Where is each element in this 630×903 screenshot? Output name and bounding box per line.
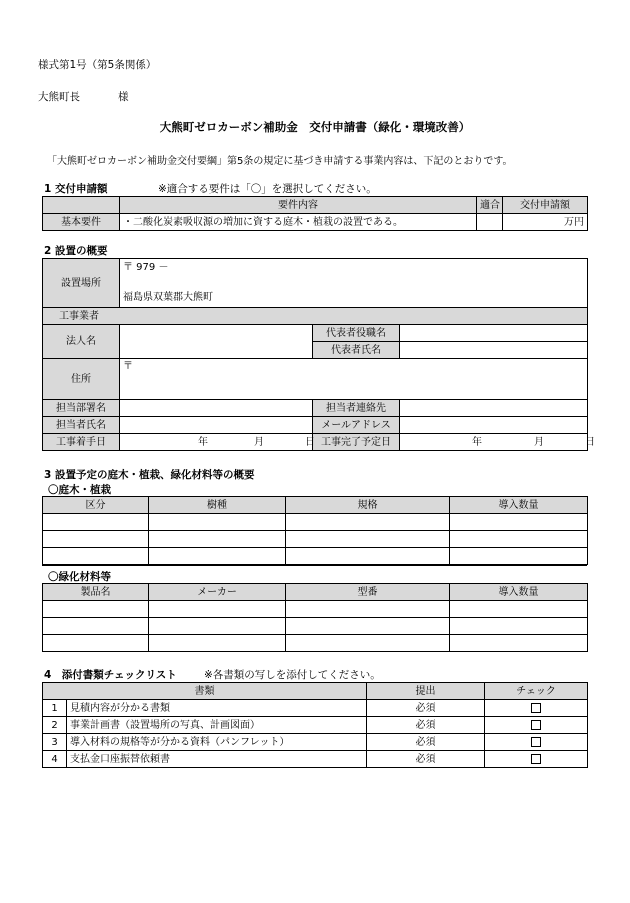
section3-heading: 3 設置予定の庭木・植栽、緑化材料等の概要 [44, 469, 255, 481]
year-label: 年 [472, 436, 482, 448]
rep-title-input[interactable] [400, 325, 588, 342]
email-input[interactable] [400, 417, 588, 434]
col-model: 型番 [286, 584, 450, 601]
dept-label: 担当部署名 [43, 400, 120, 417]
rep-name-input[interactable] [400, 342, 588, 359]
contact-label: 担当者連絡先 [313, 400, 400, 417]
start-date-label: 工事着手日 [43, 434, 120, 451]
table-cell[interactable] [43, 635, 149, 652]
day-label: 日 [585, 436, 595, 448]
table-cell[interactable] [450, 514, 588, 531]
location-address: 福島県双葉郡大熊町 [123, 292, 213, 303]
addressee: 大熊町長 [38, 91, 80, 103]
rep-title-label: 代表者役職名 [313, 325, 400, 342]
address-input[interactable] [120, 359, 588, 400]
end-date-input[interactable] [400, 434, 595, 451]
honorific: 様 [118, 91, 129, 103]
start-date-input[interactable] [120, 434, 313, 451]
section1-heading: 1 交付申請額 [44, 183, 108, 195]
table-cell[interactable] [450, 601, 588, 618]
row-document: 支払金口座振替依頼書 [67, 751, 367, 768]
col-check: チェック [485, 683, 588, 700]
col-fit: 適合 [477, 197, 503, 214]
table-cell[interactable] [149, 601, 286, 618]
postal-mark: 〒 [123, 361, 133, 372]
month-label: 月 [534, 436, 544, 448]
materials-table [42, 583, 588, 652]
email-label: メールアドレス [313, 417, 400, 434]
table-cell[interactable] [286, 531, 450, 548]
intro-text: 「大熊町ゼロカーボン補助金交付要綱」第5条の規定に基づき申請する事業内容は、下記のとおりです。 [47, 156, 513, 167]
col-maker: メーカー [149, 584, 286, 601]
contact-input[interactable] [400, 400, 588, 417]
col-docs: 書類 [43, 683, 367, 700]
checklist-row [43, 751, 588, 768]
checkbox[interactable] [531, 720, 541, 730]
table-cell[interactable] [43, 514, 149, 531]
checklist-table [42, 682, 588, 768]
requirement-table [42, 196, 588, 231]
rep-name-label: 代表者氏名 [313, 342, 400, 359]
table-cell[interactable] [149, 548, 286, 565]
table-cell[interactable] [43, 548, 149, 565]
end-date-label: 工事完了予定日 [313, 434, 400, 451]
table-cell[interactable] [286, 548, 450, 565]
row-document: 導入材料の規格等が分かる資料（パンフレット） [67, 734, 367, 751]
table-cell[interactable] [149, 635, 286, 652]
table-cell[interactable] [286, 601, 450, 618]
amount-cell[interactable] [503, 214, 588, 231]
checklist-row [43, 734, 588, 751]
table-cell[interactable] [450, 635, 588, 652]
row-document: 見積内容が分かる書類 [67, 700, 367, 717]
row-number: 3 [43, 734, 67, 751]
section4-heading: 4 添付書類チェックリスト [44, 669, 177, 681]
section2-heading: 2 設置の概要 [44, 245, 108, 257]
dept-input[interactable] [120, 400, 313, 417]
section1-note: ※適合する要件は「〇」を選択してください。 [158, 183, 377, 195]
trees-table [42, 496, 588, 565]
corp-label: 法人名 [43, 325, 120, 359]
location-cell[interactable] [120, 259, 588, 308]
address-label: 住所 [43, 359, 120, 400]
person-label: 担当者氏名 [43, 417, 120, 434]
section4-note: ※各書類の写しを添付してください。 [204, 669, 381, 681]
checkbox[interactable] [531, 754, 541, 764]
table-cell[interactable] [450, 548, 588, 565]
checklist-row [43, 717, 588, 734]
table-cell[interactable] [286, 635, 450, 652]
overview-table [42, 258, 595, 451]
row-required: 必須 [367, 717, 485, 734]
table-cell[interactable] [149, 531, 286, 548]
table-cell[interactable] [149, 514, 286, 531]
row-number: 4 [43, 751, 67, 768]
table-cell[interactable] [149, 618, 286, 635]
form-number: 様式第1号（第5条関係） [38, 59, 157, 71]
row-document: 事業計画書（設置場所の写真、計画図面） [67, 717, 367, 734]
col-product: 製品名 [43, 584, 149, 601]
fit-cell[interactable] [477, 214, 503, 231]
row-required: 必須 [367, 751, 485, 768]
basic-requirement-label: 基本要件 [43, 214, 120, 231]
checklist-row [43, 700, 588, 717]
corp-input[interactable] [120, 325, 313, 359]
col-category: 区分 [43, 497, 149, 514]
materials-subheading: 〇緑化材料等 [48, 571, 111, 583]
col-quantity: 導入数量 [450, 584, 588, 601]
unit-label: 万円 [564, 216, 584, 228]
postal-prefix: 〒 979 － [123, 262, 169, 273]
checkbox[interactable] [531, 737, 541, 747]
contractor-label: 工事業者 [43, 308, 588, 325]
col-amount: 交付申請額 [503, 197, 588, 214]
table-cell[interactable] [43, 618, 149, 635]
col-submit: 提出 [367, 683, 485, 700]
day-label: 日 [305, 436, 315, 448]
col-spec: 規格 [286, 497, 450, 514]
checkbox[interactable] [531, 703, 541, 713]
col-requirement: 要件内容 [120, 197, 477, 214]
col-species: 樹種 [149, 497, 286, 514]
row-number: 1 [43, 700, 67, 717]
basic-requirement-text: ・二酸化炭素吸収源の増加に資する庭木・植栽の設置である。 [120, 214, 477, 231]
table-cell[interactable] [286, 514, 450, 531]
row-required: 必須 [367, 700, 485, 717]
row-number: 2 [43, 717, 67, 734]
trees-subheading: 〇庭木・植栽 [48, 484, 111, 496]
location-label: 設置場所 [43, 259, 120, 308]
person-input[interactable] [120, 417, 313, 434]
form-title: 大熊町ゼロカーボン補助金 交付申請書（緑化・環境改善） [159, 120, 471, 134]
table-cell[interactable] [43, 531, 149, 548]
month-label: 月 [254, 436, 264, 448]
year-label: 年 [198, 436, 208, 448]
col-quantity: 導入数量 [450, 497, 588, 514]
divider [42, 565, 587, 566]
table-cell[interactable] [450, 618, 588, 635]
table-cell[interactable] [450, 531, 588, 548]
row-required: 必須 [367, 734, 485, 751]
table-cell[interactable] [43, 601, 149, 618]
table-cell[interactable] [286, 618, 450, 635]
